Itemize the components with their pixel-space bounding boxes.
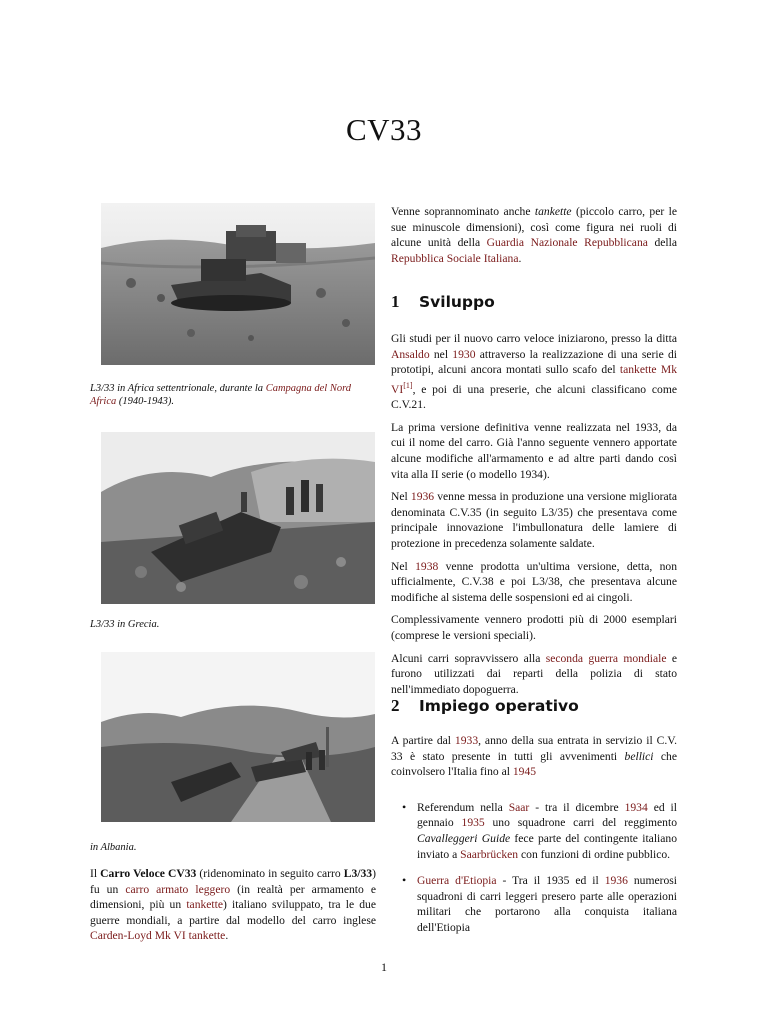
- photo-africa: [101, 203, 375, 365]
- link-seconda-guerra-mondiale[interactable]: seconda guerra mondiale: [545, 651, 667, 665]
- paragraph: Nel 1936 venne messa in produzione una versione migliorata denominata C.V.35 (in seguito L3/35) che presentava come principale innovazione l'imbullonatura delle lamiere di protezione in precedenza solamente saldate.: [391, 490, 677, 550]
- paragraph: A partire dal 1933, anno della sua entrata in servizio il C.V. 33 è stato presente in tutti gli avvenimenti bellici che coinvolsero l'Italia fino al 1945: [391, 734, 677, 779]
- section-number: 2: [391, 696, 400, 715]
- link-1936[interactable]: 1936: [410, 490, 435, 504]
- link-1938[interactable]: 1938: [415, 559, 439, 573]
- photo-albania: [101, 652, 375, 822]
- paragraph: Complessivamente vennero prodotti più di 2000 esemplari (comprese le versioni speciali).: [391, 613, 677, 642]
- list-item: • Referendum nella Saar - tra il dicembre 1934 ed il gennaio 1935 uno squadrone carri del reggimento Cavalleggeri Guide fece parte del contingente italiano inviato a Saarbrücken con funzioni di ordine pubblico.: [391, 800, 677, 862]
- paragraph: Gli studi per il nuovo carro veloce iniziarono, presso la ditta Ansaldo nel 1930 attraverso la realizzazione di una serie di prototipi, alcuni ancora montati sullo scafo del tankette Mk VI[1], e poi di una preserie, che alcuni classificano come C.V.21.: [391, 332, 677, 412]
- paragraph: Alcuni carri sopravvissero alla seconda guerra mondiale e furono utilizzati dai reparti della polizia di stato nell'immediato dopoguerra.: [391, 651, 678, 696]
- link-campagna-nord-africa[interactable]: Campagna del Nord Africa: [90, 383, 352, 407]
- link-1934[interactable]: 1934: [624, 800, 648, 814]
- page-number: 1: [381, 960, 387, 974]
- figure-caption: L3/33 in Grecia.: [90, 619, 160, 630]
- link-carro-armato-leggero[interactable]: carro armato leggero: [125, 882, 231, 896]
- section-title: Impiego operativo: [419, 697, 579, 715]
- link-1930[interactable]: 1930: [452, 347, 476, 361]
- link-guardia-nazionale[interactable]: Guardia Nazionale Repubblicana: [486, 236, 648, 250]
- link-1933[interactable]: 1933: [454, 734, 479, 747]
- section-heading-sviluppo: [391, 292, 495, 312]
- caption-text: L3/33 in Africa settentrionale, durante la: [90, 383, 266, 394]
- link-tankette-mk-vi[interactable]: tankette Mk VI: [391, 363, 677, 396]
- reference-link[interactable]: [1]: [403, 380, 413, 390]
- bold-term: L3/33: [343, 867, 373, 880]
- link-1936[interactable]: 1936: [604, 874, 628, 888]
- section-title: Sviluppo: [419, 293, 495, 311]
- section-number: 1: [391, 292, 400, 311]
- figure-caption: in Albania.: [90, 842, 137, 853]
- link-ansaldo[interactable]: Ansaldo: [391, 347, 430, 361]
- paragraph: La prima versione definitiva venne realizzata nel 1933, da cui il nome del carro. Già l'anno seguente vennero apportate alcune modifiche all'armamento e ad altre parti dando così vita alla II serie (o modello 1934).: [391, 420, 677, 481]
- link-1945[interactable]: 1945: [512, 765, 537, 779]
- intro-paragraph: Il Carro Veloce CV33 (ridenominato in seguito carro L3/33) fu un carro armato leggero (in realtà per armamento e dimensioni, più un tankette) italiano sviluppato, tra le due guerre mondiali, a partire dal modello del carro inglese Carden-Loyd Mk VI tankette.: [90, 867, 377, 943]
- figure-caption: [90, 382, 376, 408]
- top-paragraph: Venne soprannominato anche tankette (piccolo carro, per le sue minuscole dimensioni), così come figura nei ruoli di alcune unità della Guardia Nazionale Repubblicana della Repubblica Sociale Italiana.: [391, 205, 677, 265]
- photo-credit: [105, 596, 106, 601]
- link-saar[interactable]: Saar: [508, 800, 530, 814]
- paragraph: Nel 1938 venne prodotta un'ultima versione, detta, non ufficialmente, C.V.38 e poi L3/38, che presentava alcune modifiche al sistema delle sospensioni ed ai cingoli.: [391, 559, 677, 604]
- photo-greece: [101, 432, 375, 604]
- section-heading-impiego: [391, 696, 579, 716]
- link-tankette[interactable]: tankette: [186, 898, 224, 912]
- bullet-list: [391, 800, 677, 936]
- link-guerra-etiopia[interactable]: Guerra d'Etiopia: [417, 874, 497, 888]
- link-carden-loyd[interactable]: Carden-Loyd Mk VI tankette: [90, 929, 226, 943]
- link-saarbrucken[interactable]: Saarbrücken: [460, 847, 519, 861]
- list-item: • Guerra d'Etiopia - Tra il 1935 ed il 1936 numerosi squadroni di carri leggeri presero parte alle operazioni militari che portarono alla conquista italiana dell'Etiopia: [391, 873, 677, 935]
- caption-text: (1940-1943).: [116, 396, 174, 407]
- page-title: CV33: [345, 112, 423, 147]
- link-1935[interactable]: 1935: [461, 816, 485, 830]
- bold-term: Carro Veloce CV33: [100, 867, 197, 880]
- link-repubblica-sociale[interactable]: Repubblica Sociale Italiana: [391, 251, 519, 265]
